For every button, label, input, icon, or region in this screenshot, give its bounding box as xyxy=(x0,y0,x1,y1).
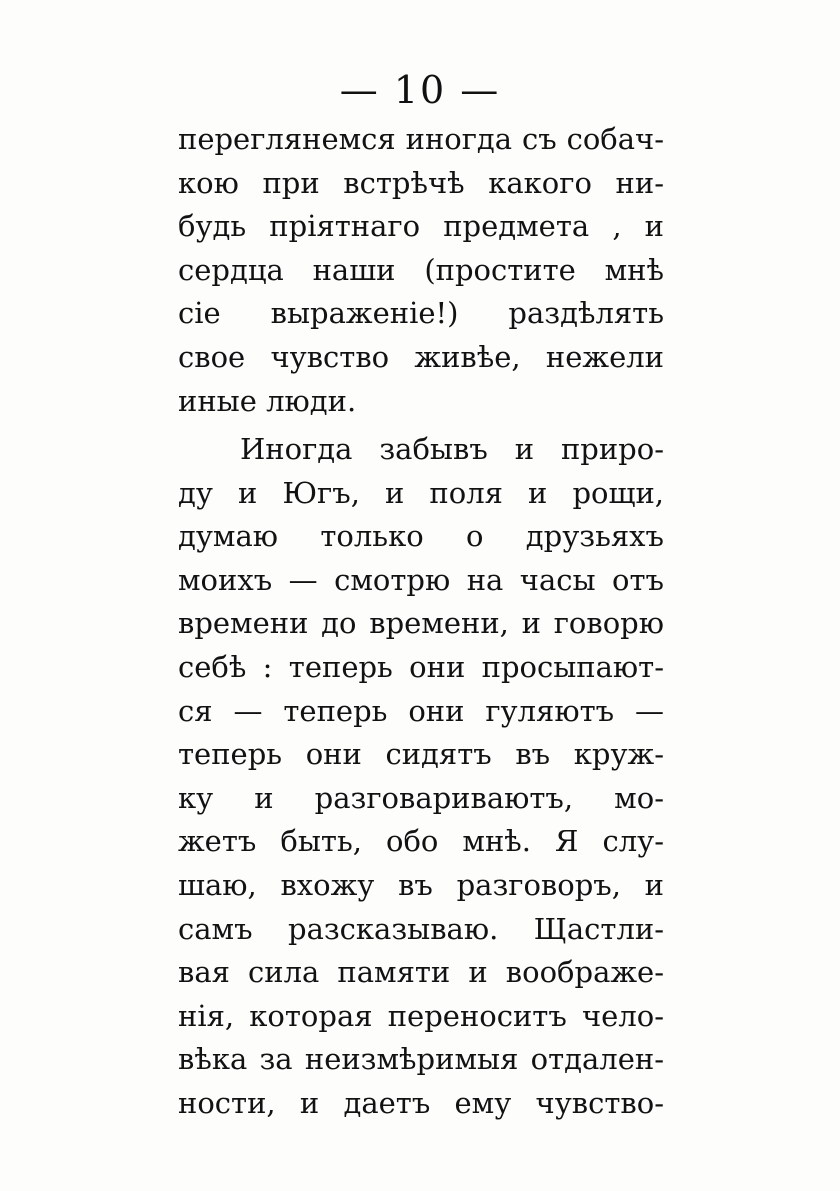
text-line: переглянемся иногда съ собач- xyxy=(178,122,664,156)
text-line: будь пріятнаго предмета , и xyxy=(178,209,664,244)
text-line: думаю только о друзьяхъ xyxy=(178,519,664,554)
text-line: ности, и даетъ ему чувство- xyxy=(178,1085,664,1120)
text-line: ся — теперь они гуляютъ — xyxy=(178,693,664,728)
text-line: иные люди. xyxy=(178,383,357,418)
text-line: вая сила памяти и воображе- xyxy=(178,955,664,990)
text-line: теперь они сидятъ въ круж- xyxy=(178,737,664,772)
text-line: самъ разсказываю. Щастли- xyxy=(178,911,664,946)
text-line: нія, которая переноситъ чело- xyxy=(178,998,664,1033)
text-line: шаю, вхожу въ разговоръ, и xyxy=(178,867,664,902)
text-line: вѣка за неизмѣримыя отдален- xyxy=(178,1042,664,1077)
text-line: сердца наши (простите мнѣ xyxy=(178,252,664,287)
text-line: сіе выраженіе!) раздѣлять xyxy=(178,296,664,331)
paragraph-continuation xyxy=(178,118,664,423)
text-line: свое чувство живѣе, нежели xyxy=(178,339,664,374)
text-line: Иногда забывъ и приро- xyxy=(240,432,664,466)
text-line: жетъ быть, обо мнѣ. Я слу- xyxy=(178,824,664,859)
text-line: кою при встрѣчѣ какого ни- xyxy=(178,165,664,200)
text-line: времени до времени, и говорю xyxy=(178,606,664,641)
text-line: моихъ — смотрю на часы отъ xyxy=(178,562,664,597)
text-line: себѣ : теперь они просыпают- xyxy=(178,649,664,684)
text-line: ку и разговариваютъ, мо- xyxy=(178,780,664,815)
text-line: ду и Югъ, и поля и рощи, xyxy=(178,475,664,510)
page-number: — 10 — xyxy=(339,68,501,112)
paragraph-main xyxy=(178,428,664,1126)
